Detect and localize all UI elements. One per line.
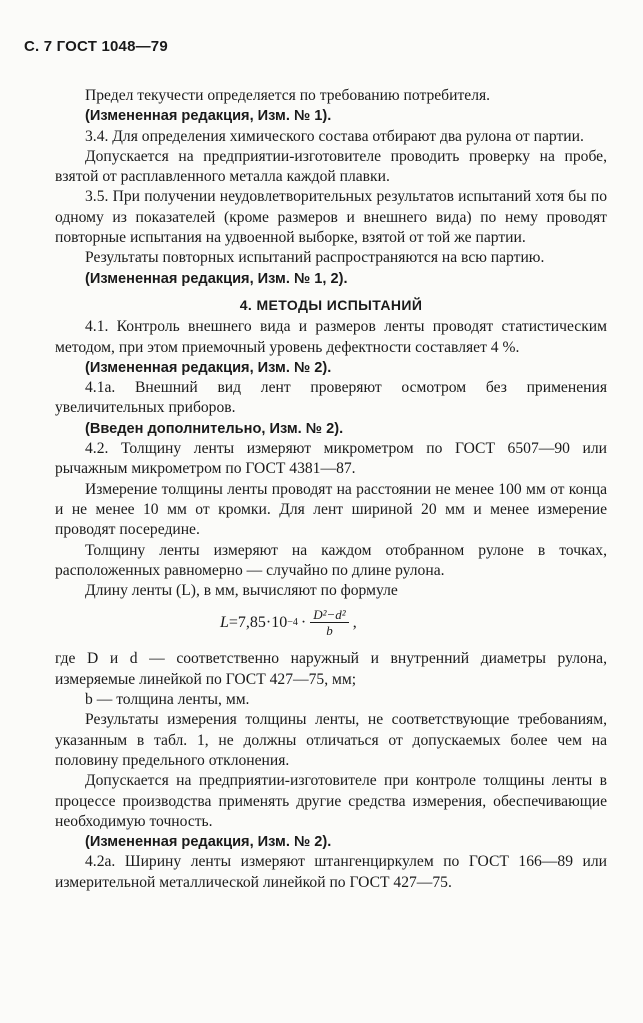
paragraph: где D и d — соответственно наружный и внутренний диаметры рулона, измеряемые линейкой по ГОСТ 427—75, мм; (55, 650, 607, 688)
paragraph: Результаты измерения толщины ленты, не соответствующие требованиям, указанным в табл. 1, не должны отличаться от допускаемых более чем на половину предельного отклонения. (55, 711, 607, 769)
page-header: С. 7 ГОСТ 1048—79 (24, 38, 168, 55)
paragraph: Толщину ленты измеряют на каждом отобранном рулоне в точках, расположенных равномерно — случайно по длине рулона. (55, 541, 607, 579)
formula-exponent: −4 (287, 616, 298, 628)
revision-note: (Измененная редакция, Изм. № 2). (85, 359, 332, 376)
paragraph: 4.2а. Ширину ленты измеряют штангенциркулем по ГОСТ 166—89 или измерительной металлической линейкой по ГОСТ 427—75. (55, 853, 607, 891)
formula-lhs: L (220, 613, 229, 631)
paragraph: b — толщина ленты, мм. (85, 691, 250, 709)
formula-block (55, 601, 607, 649)
section-heading: 4. МЕТОДЫ ИСПЫТАНИЙ (239, 296, 423, 313)
length-formula (220, 607, 357, 638)
paragraph: Допускается на предприятии-изготовителе при контроле толщины ленты в процессе производства применять другие средства измерения, обеспечивающие необходимую точность. (55, 772, 607, 830)
formula-tail: , (352, 613, 357, 631)
paragraph: 4.1. Контроль внешнего вида и размеров ленты проводят статистическим методом, при этом приемочный уровень дефектности составляет 4 %. (55, 318, 607, 356)
paragraph: Допускается на предприятии-изготовителе проводить проверку на пробе, взятой от расплавленного металла каждой плавки. (55, 147, 607, 186)
paragraph: 3.5. При получении неудовлетворительных результатов испытаний хотя бы по одному из показателей (кроме размеров и внешнего вида) по нему проводят повторные испытания на удвоенной выборке, взятой от той же партии. (55, 188, 607, 247)
document-body (55, 86, 607, 893)
revision-note: (Измененная редакция, Изм. № 1, 2). (85, 270, 348, 287)
revision-note: (Измененная редакция, Изм. № 2). (85, 834, 332, 851)
paragraph: Результаты повторных испытаний распространяются на всю партию. (85, 249, 545, 267)
revision-note: (Введен дополнительно, Изм. № 2). (85, 420, 344, 437)
paragraph: Длину ленты (L), в мм, вычисляют по формуле (85, 582, 398, 600)
formula-denominator: b (326, 623, 333, 639)
paragraph: 4.1а. Внешний вид лент проверяют осмотром без применения увеличительных приборов. (55, 379, 607, 417)
formula-coefficient: =7,85·10 (228, 613, 288, 631)
paragraph: Измерение толщины ленты проводят на расстоянии не менее 100 мм от конца и не менее 10 мм от кромки. Для лент шириной 20 мм и менее измерение проводят посередине. (55, 480, 607, 539)
formula-numerator: D²−d² (310, 607, 348, 623)
formula-dot: · (300, 613, 307, 631)
formula-fraction (310, 607, 348, 638)
paragraph: Предел текучести определяется по требованию потребителя. (85, 87, 491, 104)
paragraph: 4.2. Толщину ленты измеряют микрометром по ГОСТ 6507—90 или рычажным микрометром по ГОСТ 4381—87. (55, 440, 607, 478)
revision-note: (Измененная редакция, Изм. № 1). (85, 108, 332, 125)
paragraph: 3.4. Для определения химического состава отбирают два рулона от партии. (85, 127, 584, 145)
